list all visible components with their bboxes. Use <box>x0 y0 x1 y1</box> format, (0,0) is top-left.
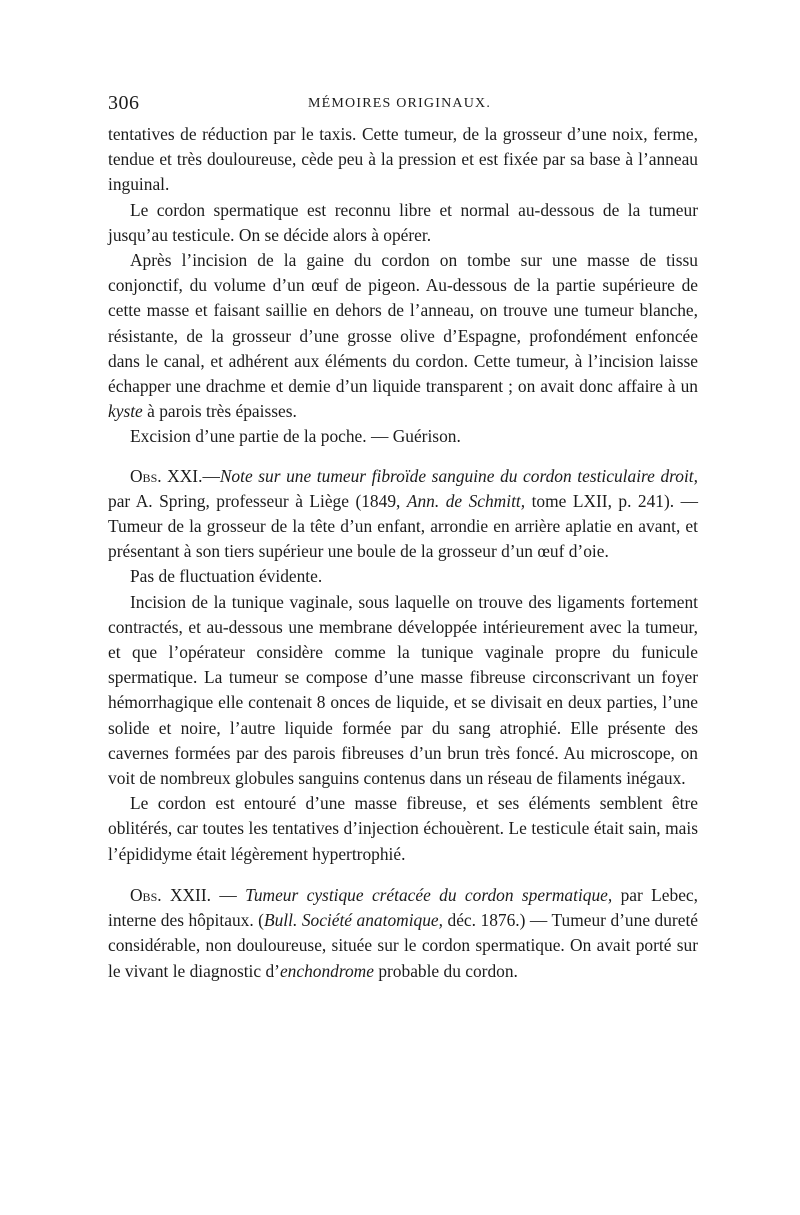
paragraph-cordon: Le cordon spermatique est reconnu libre et normal au-dessous de la tumeur jusqu’au testicule. On se décide alors à opérer. <box>108 199 698 245</box>
term-enchondrome: enchondrome <box>279 960 374 981</box>
observation-21-journal: Ann. de Schmitt, <box>406 490 526 511</box>
paragraph-incision-text: Après l’incision de la gaine du cordon on tombe sur une masse de tissu conjonctif, du volume d’un œuf de pigeon. Au-dessous de la partie supérieure de cette masse et faisant saillie en dehors de l’anneau, on trouve une tumeur blanche, résistante, de la grosseur d’une grosse olive d’Espagne, profondément enfoncée dans le canal, et adhérent aux éléments du cordon. Cette tumeur, à l’incision laisse échapper une drachme et demie d’un liquide transparent ; on avait donc affaire à un <box>108 250 698 397</box>
observation-21-dash: — <box>202 465 220 486</box>
paragraph-cordon-fibreux: Le cordon est entouré d’une masse fibreuse, et ses éléments semblent être oblitérés, car toutes les tentatives d’injection échouèrent. Le testicule était sain, mais l’épididyme était légèrement hypertrophié. <box>108 793 698 864</box>
observation-21-author: par A. Spring, professeur à Liège (1849, <box>108 490 401 511</box>
page-number: 306 <box>108 92 140 114</box>
observation-21-label: Obs. XXI. <box>130 465 203 486</box>
paragraph-continuation: tentatives de réduction par le taxis. Cette tumeur, de la grosseur d’une noix, ferme, tendue et très douloureuse, cède peu à la pression et est fixée par sa base à l’anneau inguinal. <box>108 124 698 195</box>
paragraph-tunique: Incision de la tunique vaginale, sous laquelle on trouve des ligaments fortement contractés, et au-dessous une membrane développée intérieurement avec la tumeur, et que l’opérateur considère comme la tunique vaginale propre du funicule spermatique. La tumeur se compose d’une masse fibreuse circonscrivant un foyer hémorrhagique elle contenait 8 onces de liquide, et se divisait en deux parties, l’une solide et noire, l’autre liquide formée par du sang atrophié. Elle présente des cavernes formées par des parois fibreuses d’un brun très foncé. Au microscope, on voit de nombreux globules sanguins contenus dans un réseau de filaments inégaux. <box>108 591 698 789</box>
observation-22-journal: Bull. Société anatomique, <box>263 910 443 931</box>
observation-22-title: Tumeur cystique crétacée du cordon spermatique, <box>245 884 613 905</box>
paragraph-excision: Excision d’une partie de la poche. — Guérison. <box>130 426 461 447</box>
paragraph-fluctuation: Pas de fluctuation évidente. <box>130 566 323 587</box>
term-kyste: kyste <box>108 401 143 422</box>
observation-21 <box>108 464 698 565</box>
page-header <box>108 92 698 122</box>
observation-22 <box>108 883 698 984</box>
observation-22-label: Obs. XXII. <box>130 884 211 905</box>
book-page <box>108 92 698 984</box>
observation-21-text: tome LXII, p. 241). — Tumeur de la grosseur de la tête d’un enfant, arrondie en arrière aplatie en avant, et présentant à son tiers supérieur une boule de la grosseur d’un œuf d’oie. <box>108 490 699 562</box>
running-head: MÉMOIRES ORIGINAUX. <box>308 96 492 111</box>
observation-22-dash: — <box>219 884 237 905</box>
paragraph-incision <box>108 248 698 424</box>
body-text <box>108 122 698 984</box>
observation-21-title: Note sur une tumeur fibroïde sanguine du cordon testiculaire droit, <box>219 465 698 486</box>
observation-22-end: probable du cordon. <box>378 960 518 981</box>
observation-22-text: déc. 1876.) — Tumeur d’une dureté considérable, non douloureuse, située sur le cordon spermatique. On avait porté sur le vivant le diagnostic d’ <box>108 910 698 981</box>
paragraph-incision-end: à parois très épaisses. <box>147 401 297 422</box>
observation-22-author: par Lebec, interne des hôpitaux. ( <box>108 884 698 931</box>
